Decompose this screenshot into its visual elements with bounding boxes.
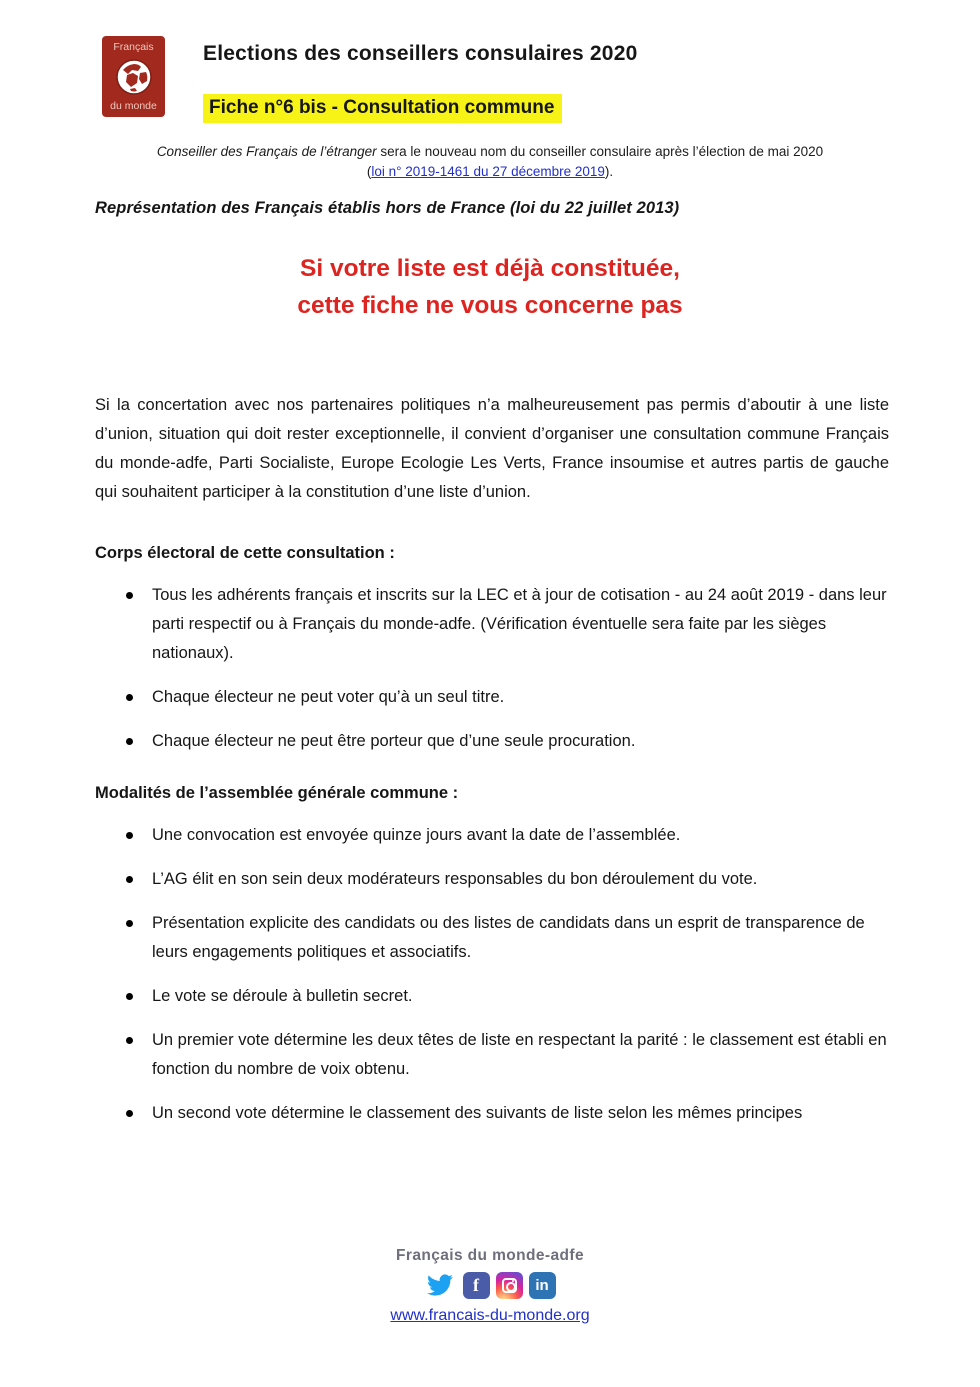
list-item: Tous les adhérents français et inscrits sur la LEC et à jour de cotisation - au 24 août 2019 - dans leur parti respectif ou à Français du monde-adfe. (Vérification éventuelle sera faite par les sièges nationaux). [95, 581, 889, 668]
list-item: Une convocation est envoyée quinze jours avant la date de l’assemblée. [95, 821, 889, 850]
logo-text-top: Français [113, 41, 154, 53]
fiche-banner: Fiche n°6 bis - Consultation commune [203, 94, 562, 123]
list-item: Un premier vote détermine les deux têtes de liste en respectant la parité : le classement est établi en fonction du nombre de voix obtenu. [95, 1026, 889, 1084]
francais-du-monde-logo [102, 36, 165, 117]
camera-glyph [502, 1278, 517, 1293]
corps-electoral-bullet-list [95, 581, 889, 771]
modalites-bullet-list [95, 821, 889, 1143]
list-item: Chaque électeur ne peut voter qu’à un seul titre. [95, 683, 889, 712]
note [0, 143, 980, 181]
close-paren: ). [604, 164, 614, 179]
instagram-icon[interactable] [496, 1272, 523, 1299]
linkedin-icon[interactable]: in [529, 1272, 556, 1299]
twitter-icon[interactable] [425, 1272, 457, 1299]
footer-org-name: Français du monde-adfe [396, 1247, 584, 1264]
globe-icon [115, 58, 153, 96]
list-item: L’AG élit en son sein deux modérateurs responsables du bon déroulement du vote. [95, 865, 889, 894]
law-reference: Représentation des Français établis hors de France (loi du 22 juillet 2013) [95, 199, 680, 217]
warning-line1: Si votre liste est déjà constituée, [300, 255, 680, 282]
website-link[interactable]: www.francais-du-monde.org [390, 1307, 590, 1324]
section-heading-modalites: Modalités de l’assemblée générale commune : [95, 784, 459, 802]
open-paren: ( [366, 164, 372, 179]
footer [0, 1247, 980, 1325]
logo-text-bottom: du monde [110, 100, 157, 112]
note-line2 [0, 163, 980, 181]
law-2019-link[interactable]: loi n° 2019-1461 du 27 décembre 2019 [371, 164, 605, 179]
intro-paragraph: Si la concertation avec nos partenaires politiques n’a malheureusement pas permis d’aboutir à une liste d’union, situation qui doit rester exceptionnelle, il convient d’organiser une consultation commune Français du monde-adfe, Parti Socialiste, Europe Ecologie Les Verts, France insoumise et autres partis de gauche qui souhaitent participer à la constitution d’une liste d’union. [95, 396, 889, 501]
list-item: Le vote se déroule à bulletin secret. [95, 982, 889, 1011]
note-line1 [0, 143, 980, 161]
note-plain-part: sera le nouveau nom du conseiller consulaire après l’élection de mai 2020 [376, 144, 824, 159]
warning-heading [0, 250, 980, 324]
note-italic-part: Conseiller des Français de l’étranger [156, 144, 377, 159]
facebook-icon[interactable]: f [463, 1272, 490, 1299]
list-item: Un second vote détermine le classement des suivants de liste selon les mêmes principes [95, 1099, 889, 1128]
warning-line2: cette fiche ne vous concerne pas [297, 292, 683, 319]
page-title: Elections des conseillers consulaires 2020 [203, 42, 638, 65]
section-heading-corps-electoral: Corps électoral de cette consultation : [95, 544, 395, 562]
list-item: Chaque électeur ne peut être porteur que d’une seule procuration. [95, 727, 889, 756]
list-item: Présentation explicite des candidats ou des listes de candidats dans un esprit de transparence de leurs engagements politiques et associatifs. [95, 909, 889, 967]
social-icons-row [0, 1270, 980, 1300]
